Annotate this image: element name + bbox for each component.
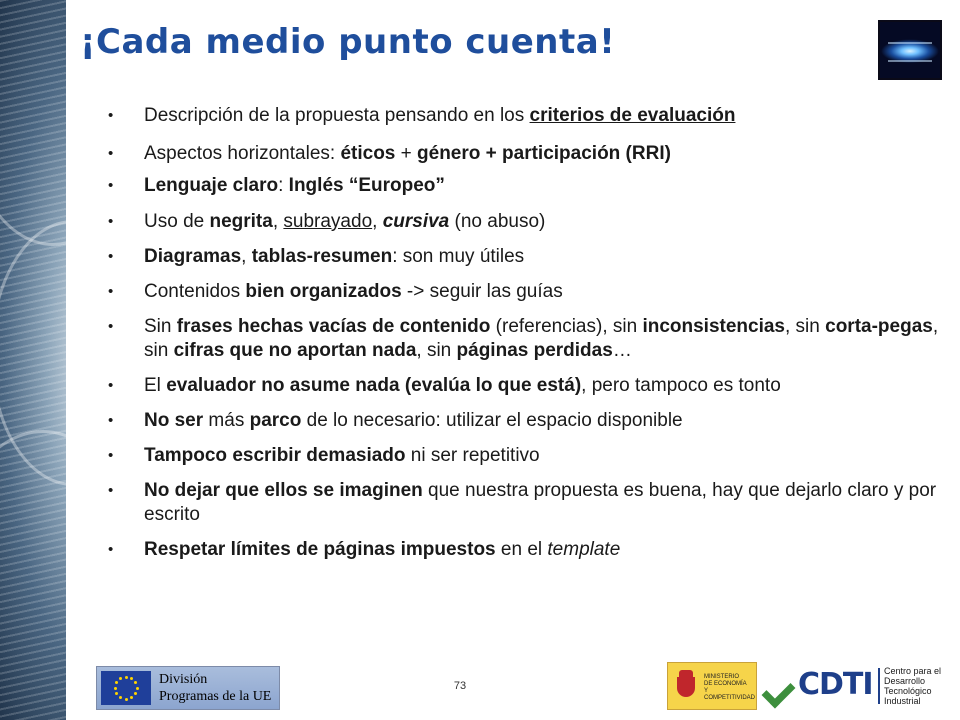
bullet-text-run: , — [241, 246, 252, 267]
ministry-line2: DE ECONOMÍA — [704, 681, 747, 687]
eu-label-line2: Programas de la UE — [159, 689, 272, 704]
eu-star-icon — [115, 681, 118, 684]
bullet-icon: • — [108, 447, 114, 464]
bullet-text-run: : — [278, 175, 289, 196]
eu-star-icon — [125, 676, 128, 679]
bullet-item — [100, 174, 945, 198]
eu-star-icon — [115, 692, 118, 695]
bullet-text-run: , — [372, 211, 383, 232]
cdti-line1: Centro para el — [884, 666, 942, 676]
bullet-icon: • — [108, 318, 114, 335]
bullet-icon: • — [108, 541, 114, 558]
page-number: 73 — [453, 680, 467, 692]
bullet-text-run: template — [547, 539, 621, 560]
bullet-text-run: bien organizados — [245, 281, 402, 302]
bullet-text-run: , — [272, 211, 284, 232]
cdti-wordmark: CDTI — [798, 667, 873, 702]
ministry-line1: MINISTERIO — [704, 674, 740, 680]
eu-star-icon — [134, 681, 137, 684]
bullet-text-run: parco — [249, 410, 302, 431]
bullet-text-run: … — [612, 340, 632, 361]
eu-star-icon — [119, 696, 122, 699]
bullet-item — [100, 104, 945, 128]
bullet-text-run: Tampoco escribir demasiado — [144, 445, 406, 466]
bullet-icon: • — [108, 412, 114, 429]
bullet-text-run: No dejar que ellos se imaginen — [144, 480, 423, 501]
bullet-text-run: : son muy útiles — [392, 246, 525, 267]
eu-star-icon — [136, 687, 139, 690]
bullet-item — [100, 479, 945, 527]
bullet-icon: • — [108, 177, 114, 194]
bullet-item — [100, 538, 945, 562]
bullet-text-run: Sin — [144, 316, 177, 337]
bullet-text-run: Descripción de la propuesta pensando en los — [144, 105, 530, 126]
ministry-logo — [667, 662, 757, 710]
bullet-text-run: éticos — [340, 143, 396, 164]
eu-star-icon — [125, 698, 128, 701]
cdti-line4: Industrial — [884, 696, 921, 706]
bullet-icon: • — [108, 482, 114, 499]
spain-crest-icon — [674, 669, 698, 703]
bullet-item — [100, 142, 945, 166]
bullet-text-run: (referencias), sin — [490, 316, 643, 337]
bullet-icon: • — [108, 213, 114, 230]
bullet-text-run: -> seguir las guías — [401, 281, 563, 302]
bullet-text-run: , pero tampoco es tonto — [581, 375, 781, 396]
bullet-text-run: Lenguaje claro — [144, 175, 279, 196]
bullet-item — [100, 444, 945, 468]
bullet-text-run: Diagramas — [144, 246, 242, 267]
bullet-text-run: corta-pegas — [825, 316, 933, 337]
bullet-text-run: ni ser repetitivo — [405, 445, 540, 466]
bullet-text-run: subrayado — [283, 211, 373, 232]
bullet-text-run: No ser — [144, 410, 204, 431]
left-decorative-strip — [0, 0, 66, 720]
bullet-text-run: que nuestra propuesta es buena, hay que dejarlo claro y por escrito — [144, 480, 937, 525]
bullet-text-run: cursiva — [382, 211, 450, 232]
bullet-text-run: (no abuso) — [449, 211, 546, 232]
bullet-item — [100, 374, 945, 398]
bullet-text-run: Contenidos — [144, 281, 246, 302]
bullet-text-run: páginas perdidas — [456, 340, 613, 361]
eu-star-icon — [114, 687, 117, 690]
slide-title: ¡Cada medio punto cuenta! — [80, 22, 616, 62]
cdti-logo — [760, 662, 950, 710]
bullet-text-run: inconsistencias — [642, 316, 785, 337]
bullet-text-run: en el — [495, 539, 548, 560]
bullet-text-run: cifras que no aportan nada — [173, 340, 417, 361]
eu-star-icon — [119, 677, 122, 680]
bullet-text-run: Uso de — [144, 211, 210, 232]
bullet-icon: • — [108, 377, 114, 394]
bullet-text-run: de lo necesario: utilizar el espacio disponible — [301, 410, 683, 431]
eu-star-icon — [130, 696, 133, 699]
bullet-text-run: frases hechas vacías de contenido — [176, 316, 491, 337]
bullet-icon: • — [108, 107, 114, 124]
cdti-check-icon — [760, 666, 798, 704]
bullet-text-run: más — [203, 410, 250, 431]
eu-flag-icon — [101, 671, 151, 705]
bullet-text-run: Respetar límites de páginas impuestos — [144, 539, 496, 560]
bullet-text-run: Aspectos horizontales: — [144, 143, 341, 164]
bullet-text-run: negrita — [209, 211, 273, 232]
bullet-text-run: evaluador no asume nada (evalúa lo que está) — [166, 375, 582, 396]
bullet-text-run: Inglés “Europeo” — [288, 175, 445, 196]
ministry-line3: Y COMPETITIVIDAD — [704, 688, 756, 701]
bullet-text-run: El — [144, 375, 167, 396]
eu-star-icon — [130, 677, 133, 680]
eu-label-line1: División — [159, 672, 208, 687]
bullet-item — [100, 280, 945, 304]
bullet-text-run: criterios de evaluación — [529, 105, 736, 126]
cdti-line3: Tecnológico — [884, 686, 932, 696]
eu-star-icon — [134, 692, 137, 695]
bullet-item — [100, 315, 945, 363]
cdti-line2: Desarrollo — [884, 676, 926, 686]
bullet-text-run: tablas-resumen — [251, 246, 393, 267]
bullet-item — [100, 245, 945, 269]
bullet-text-run: género + participación (RRI) — [417, 143, 671, 164]
bullet-item — [100, 409, 945, 433]
bullet-text-run: + — [395, 143, 418, 164]
header-thumbnail-image — [878, 20, 942, 80]
bullet-icon: • — [108, 145, 114, 162]
bullet-list — [100, 104, 945, 562]
bullet-icon: • — [108, 283, 114, 300]
bullet-icon: • — [108, 248, 114, 265]
bullet-text-run: , sin — [416, 340, 457, 361]
bullet-text-run: , sin — [144, 316, 939, 361]
bullet-item — [100, 210, 945, 234]
bullet-text-run: , sin — [785, 316, 826, 337]
eu-programs-logo — [96, 666, 280, 710]
